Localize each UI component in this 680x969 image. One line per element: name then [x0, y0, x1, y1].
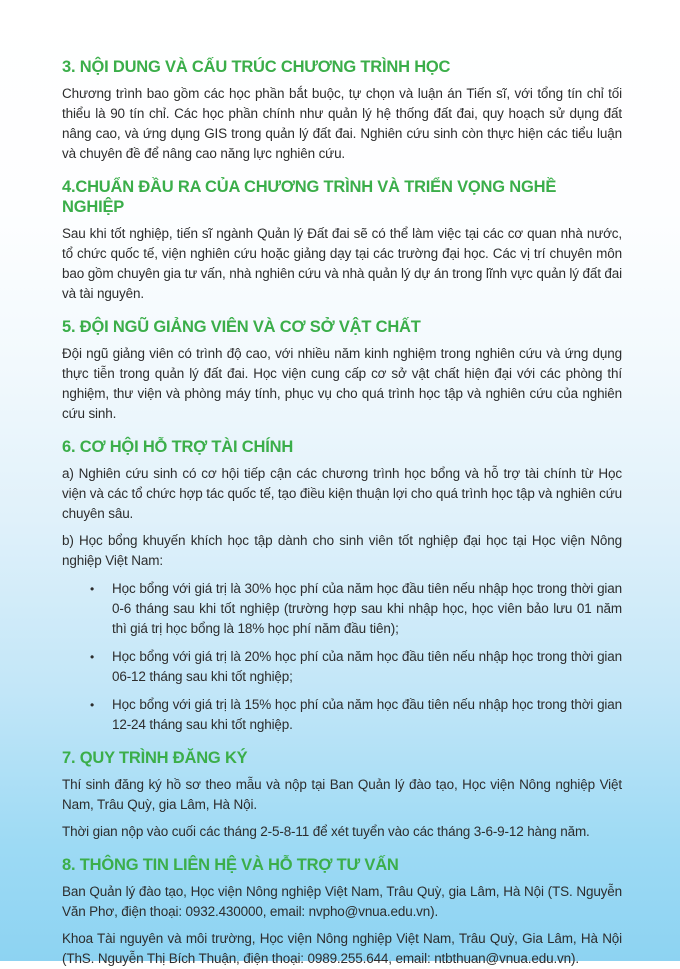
section-learning-outcomes: [62, 177, 622, 304]
list-item-text: Học bổng với giá trị là 20% học phí của năm học đầu tiên nếu nhập học trong thời gian 06-12 tháng sau khi tốt nghiệp;: [112, 649, 622, 684]
list-item: [62, 579, 622, 639]
bullet-icon: •: [90, 650, 95, 664]
list-item: [62, 647, 622, 687]
section-paragraph: Sau khi tốt nghiệp, tiến sĩ ngành Quản lý Đất đai sẽ có thể làm việc tại các cơ quan nhà nước, tổ chức quốc tế, viện nghiên cứu hoặc giảng dạy tại các trường đại học. Các vị trí chuyên môn bao gồm chuyên gia tư vấn, nhà nghiên cứu và nhà quản lý dự án trong lĩnh vực quản lý đất đai và tài nguyên.: [62, 226, 622, 301]
section-paragraph: Chương trình bao gồm các học phần bắt buộc, tự chọn và luận án Tiến sĩ, với tổng tín chỉ tối thiểu là 90 tín chỉ. Các học phần chính như quản lý hệ thống đất đai, quy hoạch sử dụng đất nâng cao, và ứng dụng GIS trong quản lý đất đai. Nghiên cứu sinh còn thực hiện các tiểu luận và chuyên đề để nâng cao năng lực nghiên cứu.: [62, 86, 622, 161]
section-heading: 6. CƠ HỘI HỖ TRỢ TÀI CHÍNH: [62, 438, 294, 456]
list-item-text: Học bổng với giá trị là 15% học phí của năm học đầu tiên nếu nhập học trong thời gian 12-24 tháng sau khi tốt nghiệp.: [112, 697, 622, 732]
list-item-text: Học bổng với giá trị là 30% học phí của năm học đầu tiên nếu nhập học trong thời gian 0-6 tháng sau khi tốt nghiệp (trường hợp sau khi nhập học, học viên bảo lưu 01 năm thì giá trị học bổng là 18% học phí năm đầu tiên);: [112, 581, 622, 636]
scholarship-list: [62, 579, 622, 735]
contact-line: Ban Quản lý đào tạo, Học viện Nông nghiệp Việt Nam, Trâu Quỳ, gia Lâm, Hà Nội (TS. Nguyễn Văn Phơ, điện thoại: 0932.430000, email: nvpho@vnua.edu.vn).: [62, 884, 622, 919]
section-heading: 4.CHUẨN ĐẦU RA CỦA CHƯƠNG TRÌNH VÀ TRIỂN VỌNG NGHỀ NGHIỆP: [62, 178, 557, 216]
section-paragraph: a) Nghiên cứu sinh có cơ hội tiếp cận các chương trình học bổng và hỗ trợ tài chính từ Học viện và các tổ chức hợp tác quốc tế, tạo điều kiện thuận lợi cho quá trình học tập và nghiên cứu chuyên sâu.: [62, 466, 622, 521]
bullet-icon: •: [90, 698, 95, 712]
section-paragraph: b) Học bổng khuyến khích học tập dành cho sinh viên tốt nghiệp đại học tại Học viện Nông nghiệp Việt Nam:: [62, 533, 622, 568]
contact-line: Khoa Tài nguyên và môi trường, Học viện Nông nghiệp Việt Nam, Trâu Quỳ, Gia Lâm, Hà Nội (ThS. Nguyễn Thị Bích Thuận, điện thoại: 0989.255.644, email: ntbthuan@vnua.edu.vn).: [62, 931, 622, 966]
section-registration-process: [62, 748, 622, 842]
section-paragraph: Thời gian nộp vào cuối các tháng 2-5-8-11 để xét tuyển vào các tháng 3-6-9-12 hàng năm.: [62, 824, 590, 839]
section-heading: 3. NỘI DUNG VÀ CẤU TRÚC CHƯƠNG TRÌNH HỌC: [62, 58, 451, 76]
section-heading: 7. QUY TRÌNH ĐĂNG KÝ: [62, 749, 248, 767]
section-program-content: [62, 57, 622, 164]
section-financial-support: [62, 437, 622, 735]
section-heading: 5. ĐỘI NGŨ GIẢNG VIÊN VÀ CƠ SỞ VẬT CHẤT: [62, 318, 421, 336]
section-paragraph: Thí sinh đăng ký hồ sơ theo mẫu và nộp tại Ban Quản lý đào tạo, Học viện Nông nghiệp Việt Nam, Trâu Quỳ, gia Lâm, Hà Nội.: [62, 777, 622, 812]
section-contact-info: [62, 855, 622, 969]
section-paragraph: Đội ngũ giảng viên có trình độ cao, với nhiều năm kinh nghiệm trong nghiên cứu và ứng dụng thực tiễn trong quản lý đất đai. Học viện cung cấp cơ sở vật chất hiện đại với các phòng thí nghiệm, thư viện và phòng máy tính, phục vụ cho quá trình học tập và nghiên cứu của nghiên cứu sinh.: [62, 346, 622, 421]
section-faculty-facilities: [62, 317, 622, 424]
bullet-icon: •: [90, 582, 95, 596]
section-heading: 8. THÔNG TIN LIÊN HỆ VÀ HỖ TRỢ TƯ VẤN: [62, 856, 399, 874]
list-item: [62, 695, 622, 735]
